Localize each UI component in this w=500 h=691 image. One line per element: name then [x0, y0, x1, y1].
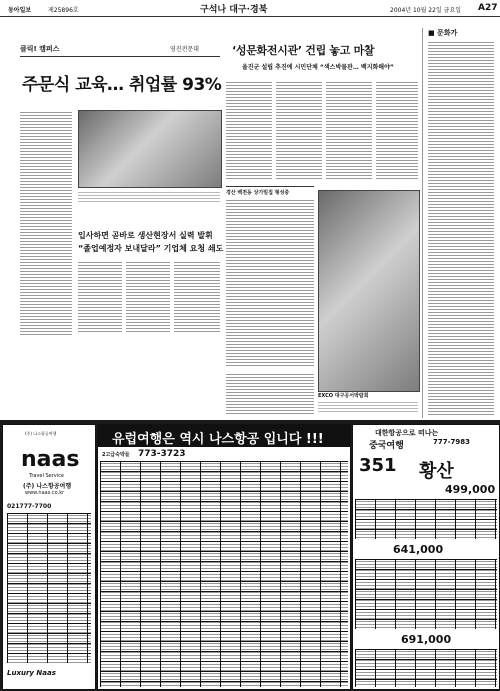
- left-subhead-2: “졸업예정자 보내달라” 기업체 요청 쇄도: [78, 244, 224, 253]
- left-headline: 주문식 교육… 취업률 93%: [22, 75, 222, 95]
- china-price-3: 641,000: [393, 543, 444, 556]
- right-body-col3: [326, 80, 372, 180]
- china-price-4: 691,000: [401, 633, 452, 646]
- europe-banner-text: 유럽여행은 역시 나스항공 입니다 !!!: [112, 432, 324, 447]
- naas-url: www.naas.co.kr: [25, 490, 65, 496]
- page-number: A27: [478, 3, 498, 13]
- china-phone: 777-7983: [433, 438, 470, 446]
- europe-small: 2고급숙박들: [102, 452, 130, 458]
- left-photo: [78, 110, 222, 188]
- china-ad: [352, 424, 500, 690]
- issue-number: 제25896호: [48, 7, 79, 14]
- column-label: 클릭! 캠퍼스: [20, 45, 60, 53]
- sidebar-rule: [422, 28, 423, 418]
- china-listing-grid-3: [355, 649, 497, 687]
- section-title: 구석나 대구·경북: [200, 5, 268, 15]
- page-header: [0, 0, 500, 17]
- right-subhead: 울진군 설립 추진에 시민단체 “색스박물관… 백지화해야”: [242, 64, 394, 71]
- brief-body-2: [226, 372, 314, 414]
- china-price-big: 351: [359, 455, 397, 476]
- left-subhead: 입사하면 곧바로 생산현장서 실력 발휘: [78, 231, 213, 240]
- naas-ad: [2, 424, 96, 690]
- sidebar-body: [428, 40, 494, 416]
- right-body-col2: [276, 80, 322, 180]
- china-price-2: 499,000: [445, 483, 496, 496]
- luxury-logo: Luxury Naas: [7, 669, 56, 677]
- issue-date: 2004년 10월 22일 금요일: [390, 7, 462, 14]
- right-photo-label: EXCO 대구공서박람회: [318, 393, 369, 399]
- naas-listing-grid: [7, 513, 91, 663]
- left-body-col1: [20, 110, 72, 335]
- left-body-col3: [126, 260, 170, 332]
- china-banner: 대한항공으로 떠나는: [375, 429, 439, 437]
- europe-banner: [98, 425, 350, 447]
- china-mountain: 황산: [419, 461, 454, 482]
- brief-body: [226, 198, 314, 368]
- brief-title: 경산 백천동 상가밀집 형성중: [226, 190, 290, 196]
- naas-logo: naas: [21, 447, 80, 472]
- left-body-col2: [78, 260, 122, 332]
- brief-rule: [226, 186, 314, 187]
- left-body-col4: [174, 260, 220, 332]
- column-label-bar: [20, 42, 220, 57]
- naas-phone: 021777-7700: [7, 503, 52, 510]
- sidebar-title: ■ 문화가: [428, 29, 458, 37]
- right-headline: ‘성문화전시관’ 건립 놓고 마찰: [232, 44, 375, 57]
- school-name: 영진전문대: [170, 46, 199, 53]
- europe-listing-grid: [100, 461, 348, 687]
- china-listing-grid-1: [355, 499, 497, 539]
- china-listing-grid-2: [355, 559, 497, 629]
- naas-tagline: Travel Service: [29, 473, 64, 479]
- right-photo-caption: [318, 400, 418, 414]
- right-body-col4: [376, 80, 418, 180]
- europe-ad: [97, 424, 351, 690]
- right-body-col1: [226, 80, 272, 180]
- right-photo: [318, 190, 420, 392]
- china-title: 중국여행: [369, 441, 404, 451]
- europe-phone: 773-3723: [138, 449, 186, 459]
- naas-top-tag: (주) 나스항공여행: [25, 431, 57, 436]
- left-photo-caption: [78, 190, 220, 204]
- publication-name: 동아일보: [8, 7, 32, 14]
- naas-company: (주) 나스항공여행: [23, 483, 72, 490]
